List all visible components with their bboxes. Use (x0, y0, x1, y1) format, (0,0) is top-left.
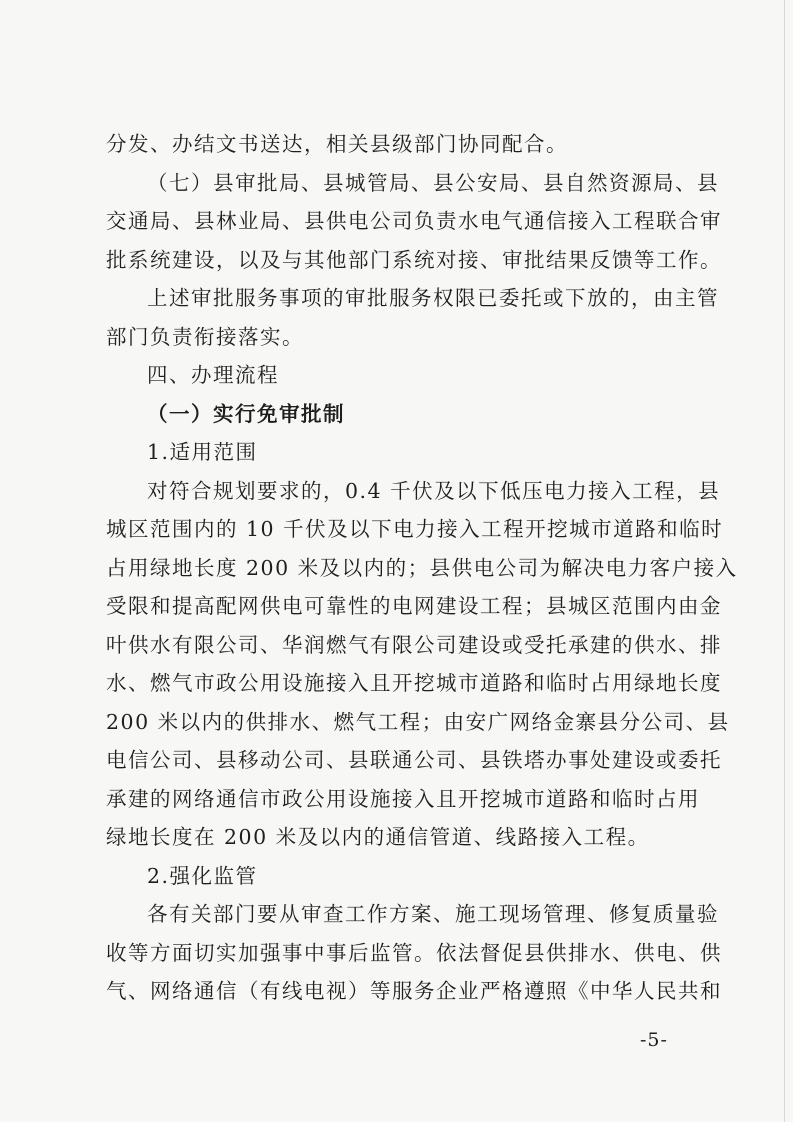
text-line: 气、网络通信（有线电视）等服务企业严格遵照《中华人民共和 (106, 979, 722, 1003)
text-line: 受限和提高配网供电可靠性的电网建设工程；县城区范围内由金 (106, 594, 722, 618)
document-body (106, 125, 738, 1011)
text-line: 对符合规划要求的，0.4 千伏及以下低压电力接入工程，县 (147, 478, 721, 503)
text-line: 分发、办结文书送达，相关县级部门协同配合。 (106, 132, 568, 156)
text-line: 交通局、县林业局、县供电公司负责水电气通信接入工程联合审 (106, 209, 722, 233)
text-line: 收等方面切实加强事中事后监管。依法督促县供排水、供电、供 (106, 940, 722, 965)
text-line: 上述审批服务事项的审批服务权限已委托或下放的，由主管 (147, 286, 719, 310)
text-line: 水、燃气市政公用设施接入且开挖城市道路和临时占用绿地长度 (106, 671, 722, 695)
text-line: 200 米以内的供排水、燃气工程；由安广网络金寨县分公司、县 (106, 709, 730, 734)
text-line: 城区范围内的 10 千伏及以下电力接入工程开挖城市道路和临时 (106, 517, 724, 541)
text-line: 承建的网络通信市政公用设施接入且开挖城市道路和临时占用 (106, 786, 700, 811)
text-line: 各有关部门要从审查工作方案、施工现场管理、修复质量验 (147, 902, 719, 926)
section-heading: 四、办理流程 (147, 363, 279, 387)
text-line: （七）县审批局、县城管局、县公安局、县自然资源局、县 (147, 170, 719, 195)
page-number: -5- (640, 1029, 668, 1051)
text-line: 批系统建设，以及与其他部门系统对接、审批结果反馈等工作。 (106, 247, 722, 272)
item-heading: 2.强化监管 (147, 863, 258, 888)
text-line: 电信公司、县移动公司、县联通公司、县铁塔办事处建设或委托 (106, 748, 722, 772)
text-line: 叶供水有限公司、华润燃气有限公司建设或受托承建的供水、排 (106, 632, 722, 657)
subsection-heading: （一）实行免审批制 (147, 401, 345, 426)
page-edge-line (784, 0, 785, 1122)
text-line: 绿地长度在 200 米及以内的通信管道、线路接入工程。 (106, 825, 650, 849)
text-line: 占用绿地长度 200 米及以内的；县供电公司为解决电力客户接入 (106, 555, 738, 580)
text-line: 部门负责衔接落实。 (106, 324, 304, 349)
item-heading: 1.适用范围 (147, 440, 258, 464)
